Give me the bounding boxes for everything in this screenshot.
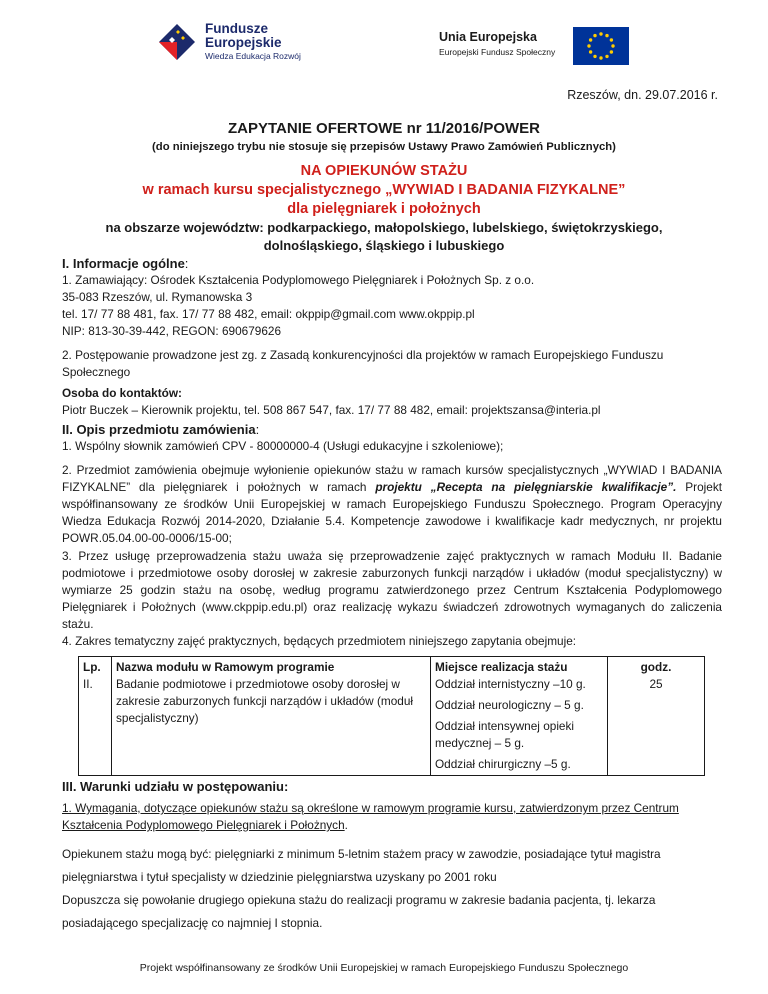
section-1-ordering-party xyxy=(62,272,722,340)
red-title-line3: dla pielęgniarek i położnych xyxy=(287,201,481,217)
section-1-heading: I. Informacje ogólne: xyxy=(62,256,189,271)
fundusze-europejskie-logo xyxy=(155,20,325,64)
contact-block xyxy=(62,385,722,419)
col-header-module-name: Nazwa modułu w Ramowym programie xyxy=(116,660,335,674)
cell-module-name: Badanie podmiotowe i przedmiotowe osoby dorosłej w zakresie zaburzonych funkcji narządów i układów (moduł specjalistyczny) xyxy=(116,677,414,725)
section-3-para-2-line2: pielęgniarstwa i tytuł specjalisty w dziedzinie pielęgniarstwa uzyskany po 2001 roku xyxy=(62,870,497,884)
col-header-place: Miejsce realizacja stażu xyxy=(435,660,568,674)
fe-logo-line3: Wiedza Edukacja Rozwój xyxy=(205,51,301,62)
section-3-point-1: 1. Wymagania, dotyczące opiekunów stażu są określone w ramowym programie kursu, zatwierdzonym przez Centrum Kształcenia Podyplomowego Pielęgniarek i Położnych. xyxy=(62,801,679,832)
section-2-heading: II. Opis przedmiotu zamówienia: xyxy=(62,422,260,437)
area-line1: na obszarze województw: podkarpackiego, małopolskiego, lubelskiego, świętokrzyskiego, xyxy=(105,220,663,235)
place-item: Oddział chirurgiczny –5 g. xyxy=(435,757,571,771)
modules-table xyxy=(78,656,705,776)
eu-star-icon xyxy=(610,38,613,41)
fe-logo-line2: Europejskie xyxy=(205,35,282,51)
section-2-point-3: 3. Przez usługę przeprowadzenia stażu uważa się przeprowadzenie zajęć praktycznych w ramach Modułu II. Badanie podmiotowe i przedmiotowe osoby dorosłej w zakresie zaburzonych funkcji narządów i układów (moduł specjalistyczny) w wymiarze 25 godzin stażu na osobę, według programu zatwierdzonego przez Centrum Kształcenia Podyplomowego Pielęgniarek i Położnych (www.ckppip.edu.pl) oraz realizację wykazu świadczeń zdrowotnych wymaganych do zaliczenia stażu. xyxy=(62,549,722,631)
section-3-para-3-line1: Dopuszcza się powołanie drugiego opiekuna stażu do realizacji programu w zakresie badania pacjenta, tj. lekarza xyxy=(62,893,656,907)
section-3-heading: III. Warunki udziału w postępowaniu: xyxy=(62,779,289,794)
section-1-point-2: 2. Postępowanie prowadzone jest zg. z Zasadą konkurencyjności dla projektów w ramach Europejskiego Funduszu Społecznego xyxy=(62,348,664,379)
eu-star-icon xyxy=(589,50,592,53)
eu-star-icon xyxy=(610,50,613,53)
eu-star-icon xyxy=(611,44,614,47)
col-header-lp: Lp. xyxy=(83,660,101,674)
place-item: Oddział neurologiczny – 5 g. xyxy=(435,698,584,712)
place-item: Oddział intensywnej opieki medycznej – 5 g. xyxy=(435,719,575,750)
cell-hours: 25 xyxy=(649,677,663,691)
cell-lp: II. xyxy=(83,677,93,691)
col-header-hours: godz. xyxy=(640,660,672,674)
ordering-party-line1: 1. Zamawiający: Ośrodek Kształcenia Podyplomowego Pielęgniarek i Położnych Sp. z o.o. xyxy=(62,273,535,287)
document-subtitle: (do niniejszego trybu nie stosuje się przepisów Ustawy Prawo Zamówień Publicznych) xyxy=(152,141,616,153)
section-2-point-2: 2. Przedmiot zamówienia obejmuje wyłonienie opiekunów stażu w ramach kursów specjalistycznych „WYWIAD I BADANIA FIZYKALNE” dla pielęgniarek i położnych w ramach projektu „Recepta na pielęgniarskie kwalifikacje”. Projekt współfinansowany ze środków Unii Europejskiej w ramach Europejskiego Funduszu Społecznego. Program Operacyjny Wiedza Edukacja Rozwój 2014-2020, Działanie 5.4. Kompetencje zawodowe i kwalifikacje kadr medycznych, nr projektu POWR.05.04.00-00-0006/15-00; xyxy=(62,463,722,545)
document-title: ZAPYTANIE OFERTOWE nr 11/2016/POWER xyxy=(227,120,540,137)
project-name: projektu „Recepta na pielęgniarskie kwalifikacje”. xyxy=(375,480,677,494)
eu-star-icon xyxy=(605,34,608,37)
ordering-party-line2: 35-083 Rzeszów, ul. Rymanowska 3 xyxy=(62,290,253,304)
section-3-para-2-line1: Opiekunem stażu mogą być: pielęgniarki z minimum 5-letnim stażem pracy w zawodzie, posiadające tytuł magistra xyxy=(62,847,661,861)
red-title-line2: w ramach kursu specjalistycznego „WYWIAD I BADANIA FIZYKALNE” xyxy=(142,182,626,198)
area-line2: dolnośląskiego, śląskiego i lubuskiego xyxy=(263,238,505,253)
red-title-line1: NA OPIEKUNÓW STAŻU xyxy=(300,163,468,179)
ordering-party-line4: NIP: 813-30-39-442, REGON: 690679626 xyxy=(62,324,282,338)
contact-details: Piotr Buczek – Kierownik projektu, tel. 508 867 547, fax. 17/ 77 88 482, email: projektszansa@interia.pl xyxy=(62,403,601,417)
eu-star-icon xyxy=(593,34,596,37)
eu-flag-icon xyxy=(573,27,629,65)
eu-star-icon xyxy=(587,44,590,47)
ue-logo-line1: Unia Europejska xyxy=(439,30,537,44)
unia-europejska-logo xyxy=(439,27,629,67)
contact-heading: Osoba do kontaktów: xyxy=(62,386,182,400)
section-3-para-3-line2: posiadającego specjalizację co najmniej I stopnia. xyxy=(62,916,323,930)
document-date: Rzeszów, dn. 29.07.2016 r. xyxy=(567,88,718,102)
fe-logo-line1: Fundusze xyxy=(205,21,268,36)
place-item: Oddział internistyczny –10 g. xyxy=(435,677,586,691)
eu-star-icon xyxy=(599,56,602,59)
section-2-point-4: 4. Zakres tematyczny zajęć praktycznych, będących przedmiotem niniejszego zapytania obejmuje: xyxy=(62,634,577,648)
ordering-party-line3: tel. 17/ 77 88 481, fax. 17/ 77 88 482, email: okppip@gmail.com www.okppip.pl xyxy=(62,307,475,321)
table-row xyxy=(79,657,705,776)
eu-star-icon xyxy=(593,55,596,58)
eu-star-icon xyxy=(605,55,608,58)
fe-flag-icon xyxy=(155,20,199,64)
ue-logo-line2: Europejski Fundusz Społeczny xyxy=(439,46,556,57)
eu-star-icon xyxy=(599,32,602,35)
section-2-point-1: 1. Wspólny słownik zamówień CPV - 80000000-4 (Usługi edukacyjne i szkoleniowe); xyxy=(62,439,504,453)
eu-star-icon xyxy=(589,38,592,41)
page-footer: Projekt współfinansowany ze środków Unii Europejskiej w ramach Europejskiego Funduszu Społecznego xyxy=(139,962,629,974)
